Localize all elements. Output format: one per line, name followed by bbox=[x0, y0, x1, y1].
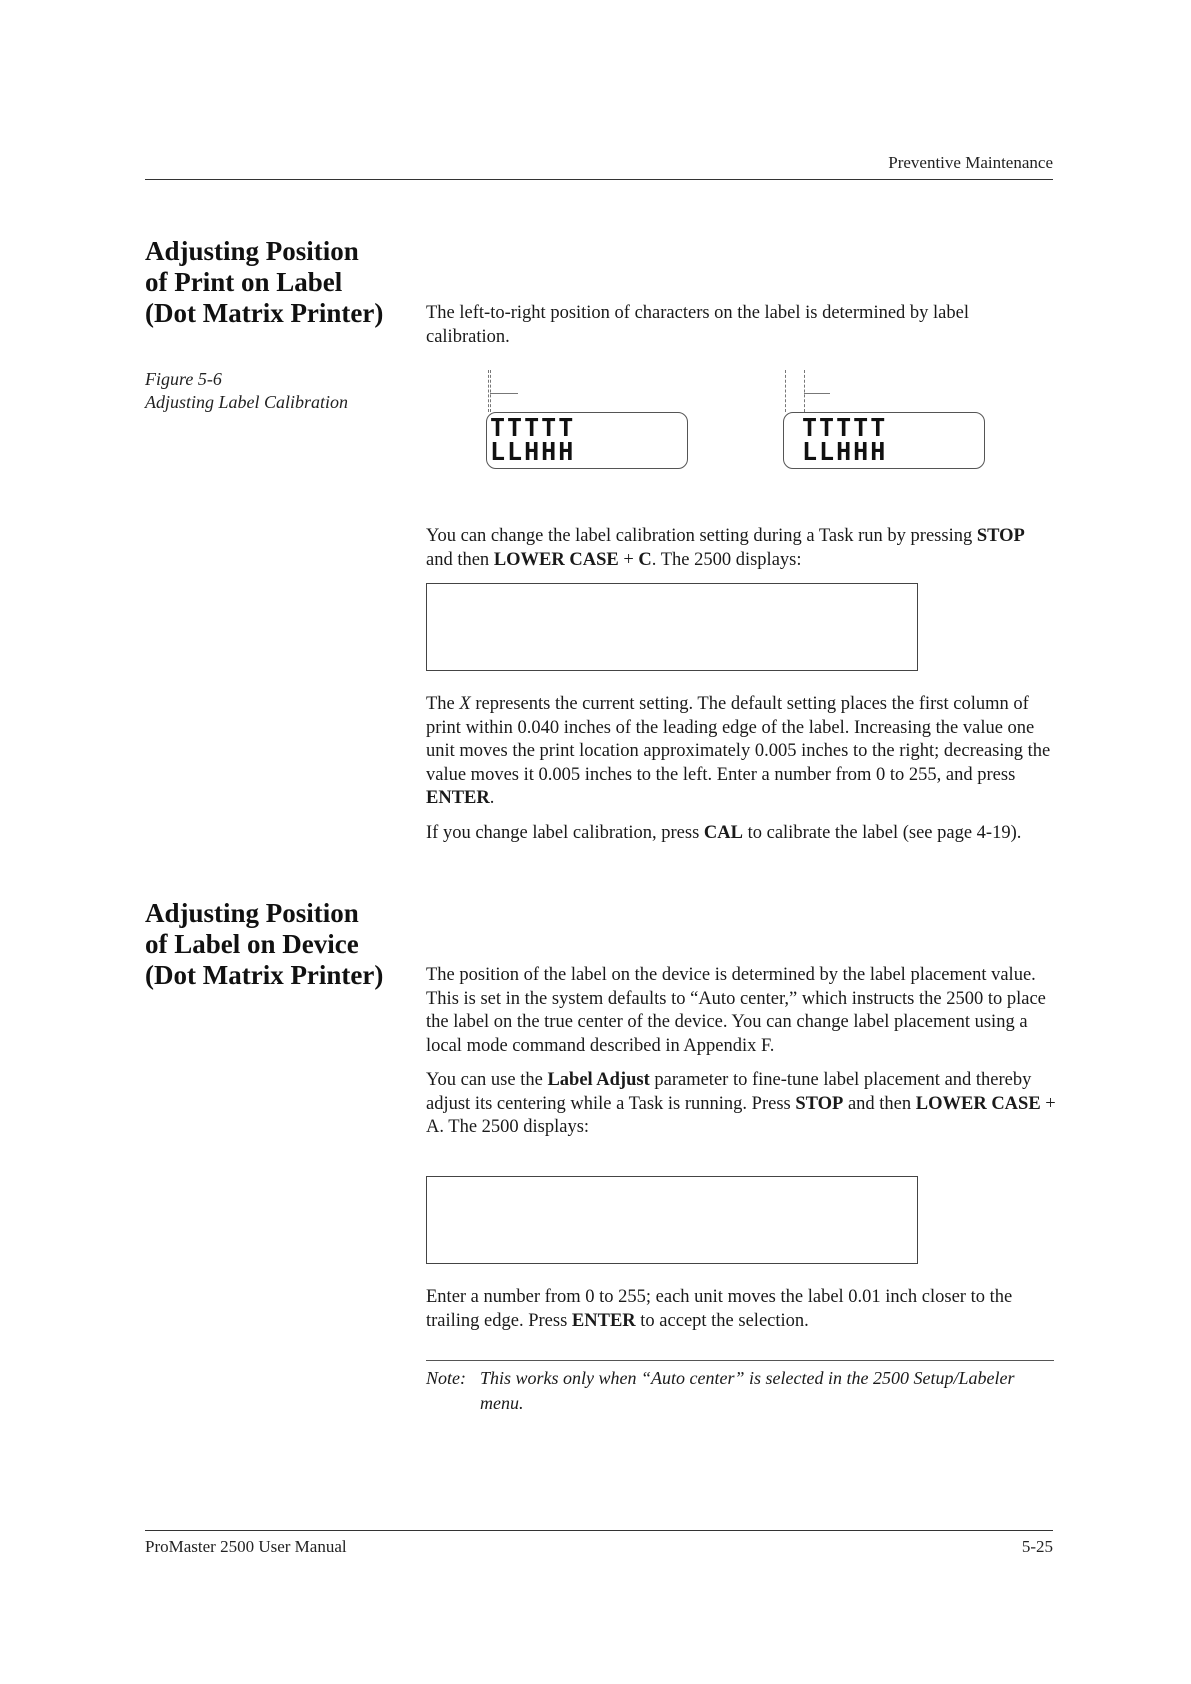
running-header: Preventive Maintenance bbox=[888, 153, 1053, 172]
key-enter: ENTER bbox=[426, 788, 490, 808]
edge-guide-line bbox=[490, 370, 491, 412]
placement-description: The position of the label on the device is determined by the label placement value. This is set in the system defaults to “Auto center,” which instructs the 2500 to place the label on the true center of the device. You can change label placement using a local mode command described in Appendix F. bbox=[426, 965, 1046, 1056]
variable-x: X bbox=[459, 694, 471, 714]
edge-guide-line bbox=[785, 370, 786, 412]
text: The bbox=[426, 694, 460, 714]
section-heading-label-position bbox=[145, 898, 415, 991]
label-line-2: LLHHH bbox=[802, 437, 888, 466]
offset-indicator bbox=[490, 393, 518, 394]
label-line-1: TTTTT bbox=[490, 413, 576, 442]
text: + A. The 2500 displays: bbox=[426, 1093, 1056, 1137]
text: to accept the selection. bbox=[635, 1310, 809, 1331]
note-label: Note: bbox=[426, 1368, 466, 1388]
param-label-adjust: Label Adjust bbox=[547, 1070, 650, 1090]
key-lower-case: LOWER CASE bbox=[915, 1093, 1041, 1114]
note-text: This works only when “Auto center” is selected in the 2500 Setup/Labeler menu. bbox=[480, 1368, 1015, 1413]
text: Enter a number from 0 to 255; each unit moves the label 0.01 inch closer to the trailing edge. Press bbox=[426, 1287, 1013, 1331]
edge-guide-line bbox=[488, 370, 489, 412]
intro-paragraph: The left-to-right position of characters on the label is determined by label calibration. bbox=[426, 303, 969, 347]
device-display-box-calibration bbox=[426, 583, 918, 671]
edge-guide-line bbox=[804, 370, 805, 412]
label-display-panel-right bbox=[783, 412, 985, 469]
label-display-panel-left bbox=[486, 412, 688, 469]
text: . The 2500 displays: bbox=[651, 549, 802, 570]
key-stop: STOP bbox=[976, 526, 1025, 546]
text: + bbox=[618, 549, 639, 570]
footer-manual-title: ProMaster 2500 User Manual bbox=[145, 1537, 347, 1556]
note bbox=[426, 1366, 1056, 1416]
text: You can use the bbox=[426, 1070, 548, 1090]
text: and then bbox=[843, 1093, 916, 1114]
section-heading-print-position bbox=[145, 236, 415, 329]
section2-para3 bbox=[426, 1286, 1056, 1344]
figure-caption bbox=[145, 368, 415, 414]
key-c: C bbox=[638, 549, 652, 570]
enter-number-instructions bbox=[426, 1286, 1056, 1333]
text: represents the current setting. The default setting places the first column of print within 0.040 inches of the leading edge of the label. Increasing the value one unit moves the print location approximately 0.005 inches to the right; decreasing the value moves it 0.005 inches to the left. Enter a number from 0 to 255, and press bbox=[426, 694, 1051, 785]
label-line-1: TTTTT bbox=[802, 413, 888, 442]
footer-divider bbox=[145, 1530, 1053, 1531]
footer-page-number: 5-25 bbox=[1021, 1537, 1053, 1556]
section1-para2 bbox=[426, 525, 1056, 583]
key-stop: STOP bbox=[795, 1093, 844, 1114]
heading-line: (Dot Matrix Printer) bbox=[145, 960, 384, 990]
device-display-box-label-adjust bbox=[426, 1176, 918, 1264]
text: to calibrate the label (see page 4-19). bbox=[742, 822, 1022, 843]
heading-line: Adjusting Position bbox=[145, 898, 359, 928]
cal-instructions bbox=[426, 822, 1056, 846]
note-divider bbox=[426, 1360, 1054, 1361]
section1-intro bbox=[426, 302, 1056, 360]
text: and then bbox=[426, 549, 494, 570]
heading-line: of Print on Label bbox=[145, 267, 343, 297]
key-lower-case: LOWER CASE bbox=[493, 549, 619, 570]
section2-body bbox=[426, 964, 1056, 1151]
heading-line: of Label on Device bbox=[145, 929, 359, 959]
label-line-2: LLHHH bbox=[490, 437, 576, 466]
key-cal: CAL bbox=[703, 822, 743, 843]
text: . bbox=[489, 788, 495, 808]
heading-line: Adjusting Position bbox=[145, 236, 359, 266]
figure-number: Figure 5-6 bbox=[145, 369, 222, 389]
text: parameter to fine-tune label placement and thereby adjust its centering while a Task is running. Press bbox=[426, 1070, 1032, 1114]
setting-description bbox=[426, 693, 1056, 811]
header-divider bbox=[145, 179, 1053, 180]
text: If you change label calibration, press bbox=[426, 822, 704, 843]
text: You can change the label calibration setting during a Task run by pressing bbox=[426, 526, 977, 546]
key-enter: ENTER bbox=[571, 1310, 636, 1331]
label-calibration-figure bbox=[426, 370, 1066, 480]
section1-para3 bbox=[426, 693, 1056, 856]
figure-title: Adjusting Label Calibration bbox=[145, 392, 349, 412]
label-adjust-instructions bbox=[426, 1069, 1056, 1140]
heading-line: (Dot Matrix Printer) bbox=[145, 298, 384, 328]
offset-indicator bbox=[804, 393, 830, 394]
calibration-instructions bbox=[426, 525, 1056, 572]
